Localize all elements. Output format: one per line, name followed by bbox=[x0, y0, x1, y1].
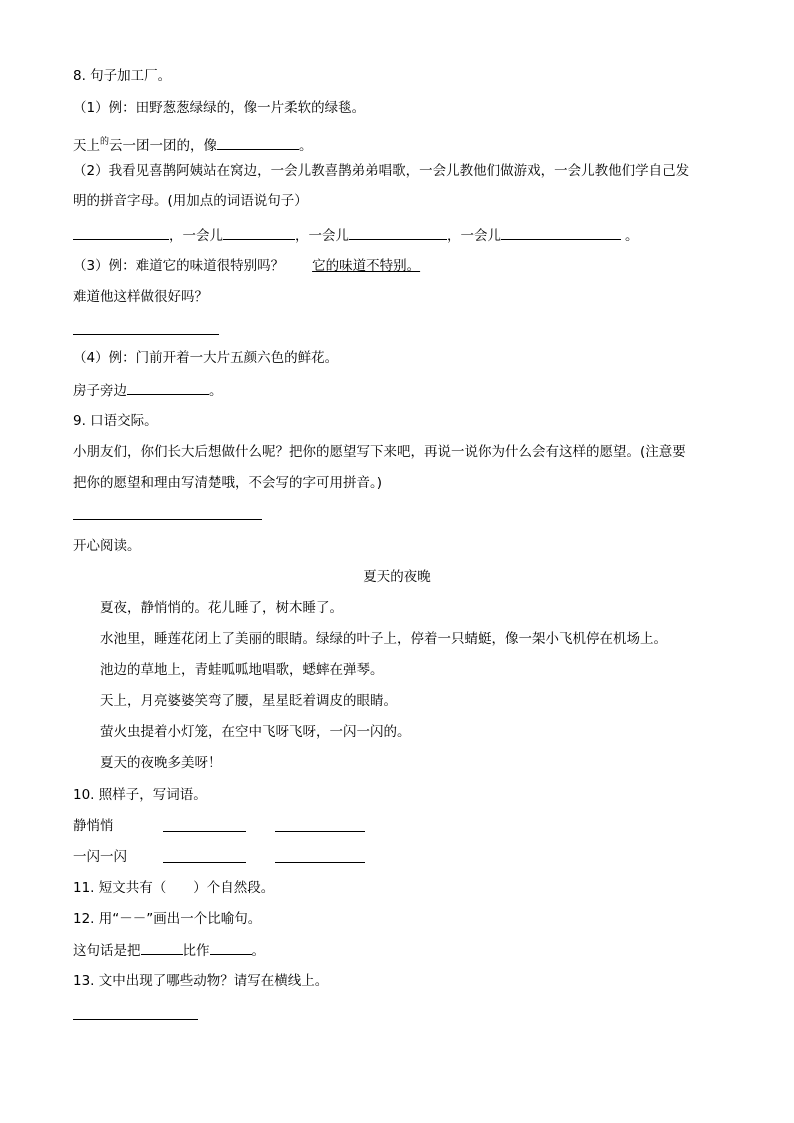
q10-word1: 静悄悄 bbox=[73, 818, 114, 834]
q8-part4-example: （4）例：门前开着一大片五颜六色的鲜花。 bbox=[73, 350, 339, 366]
passage-paragraph: 夏夜，静悄悄的。花儿睡了，树木睡了。 bbox=[100, 600, 343, 616]
passage-title: 夏天的夜晚 bbox=[363, 569, 431, 585]
q8-part3-example: （3）例：难道它的味道很特别吗？ bbox=[73, 258, 285, 274]
q8-part3-question: 难道他这样做很好吗？ bbox=[73, 289, 208, 305]
q8-part2-text-line2: 明的拼音字母。(用加点的词语说句子） bbox=[73, 193, 308, 209]
q8-part4-exercise bbox=[73, 380, 223, 401]
q8-part1-prefix-b: 云一团一团的，像 bbox=[109, 138, 218, 154]
q12-prefix: 这句话是把 bbox=[73, 943, 141, 959]
answer-blank[interactable] bbox=[223, 225, 295, 240]
q8-part2-text-line1: （2）我看见喜鹊阿姨站在窝边，一会儿教喜鹊弟弟唱歌，一会儿教他们做游戏，一会儿教他们学自己发 bbox=[73, 163, 690, 179]
answer-line[interactable] bbox=[275, 831, 365, 832]
answer-blank[interactable] bbox=[73, 225, 169, 240]
question-11: 11. 短文共有（ ）个自然段。 bbox=[73, 880, 275, 896]
q8-part2-sep: ，一会儿 bbox=[295, 228, 349, 244]
q8-part1-example: （1）例：田野葱葱绿绿的，像一片柔软的绿毯。 bbox=[73, 100, 366, 116]
q12-end: 。 bbox=[251, 943, 265, 959]
q8-part3-answer: 它的味道不特别。 bbox=[312, 258, 421, 274]
answer-blank[interactable] bbox=[127, 380, 209, 395]
q12-middle: 比作 bbox=[182, 943, 210, 959]
q8-part4-end: 。 bbox=[209, 383, 223, 399]
answer-blank[interactable] bbox=[217, 135, 299, 150]
q9-text-line2: 把你的愿望和理由写清楚哦，不会写的字可用拼音。) bbox=[73, 475, 383, 491]
q8-part2-sep: ，一会儿 bbox=[169, 228, 223, 244]
q8-part2-sep: ，一会儿 bbox=[447, 228, 501, 244]
q8-part1-sup: 的 bbox=[100, 137, 110, 147]
passage-paragraph: 夏天的夜晚多美呀！ bbox=[100, 755, 222, 771]
answer-line[interactable] bbox=[73, 1019, 198, 1020]
answer-blank[interactable] bbox=[210, 940, 252, 955]
answer-line[interactable] bbox=[275, 862, 365, 863]
question-10-title: 10. 照样子，写词语。 bbox=[73, 787, 207, 803]
question-13-title: 13. 文中出现了哪些动物？请写在横线上。 bbox=[73, 973, 329, 989]
passage-paragraph: 水池里，睡莲花闭上了美丽的眼睛。绿绿的叶子上，停着一只蜻蜓，像一架小飞机停在机场上。 bbox=[100, 631, 667, 647]
passage-paragraph: 萤火虫提着小灯笼，在空中飞呀飞呀，一闪一闪的。 bbox=[100, 724, 411, 740]
answer-line[interactable] bbox=[163, 831, 246, 832]
q8-part3-example-line bbox=[73, 256, 420, 276]
question-9-title: 9. 口语交际。 bbox=[73, 413, 158, 429]
q12-answer bbox=[73, 940, 265, 961]
answer-line[interactable] bbox=[163, 862, 246, 863]
answer-blank[interactable] bbox=[141, 940, 183, 955]
q8-part2-answer bbox=[73, 225, 639, 246]
q8-part2-end: 。 bbox=[625, 228, 639, 244]
q8-part1-exercise bbox=[73, 132, 313, 156]
q8-part1-end: 。 bbox=[299, 138, 313, 154]
passage-paragraph: 天上，月亮婆婆笑弯了腰，星星眨着调皮的眼睛。 bbox=[100, 693, 397, 709]
question-12-title: 12. 用“－－”画出一个比喻句。 bbox=[73, 911, 262, 927]
answer-line[interactable] bbox=[73, 519, 262, 520]
q8-part1-prefix-a: 天上 bbox=[73, 138, 100, 154]
answer-blank[interactable] bbox=[501, 225, 621, 240]
q8-part4-prefix: 房子旁边 bbox=[73, 383, 127, 399]
passage-paragraph: 池边的草地上，青蛙呱呱地唱歌，蟋蟀在弹琴。 bbox=[100, 662, 384, 678]
q9-text-line1: 小朋友们，你们长大后想做什么呢？把你的愿望写下来吧，再说一说你为什么会有这样的愿望。(注意要 bbox=[73, 444, 686, 460]
answer-line[interactable] bbox=[73, 334, 219, 335]
answer-blank[interactable] bbox=[349, 225, 447, 240]
reading-heading: 开心阅读。 bbox=[73, 538, 141, 554]
q10-word2: 一闪一闪 bbox=[73, 849, 127, 865]
question-8-title: 8. 句子加工厂。 bbox=[73, 68, 172, 84]
